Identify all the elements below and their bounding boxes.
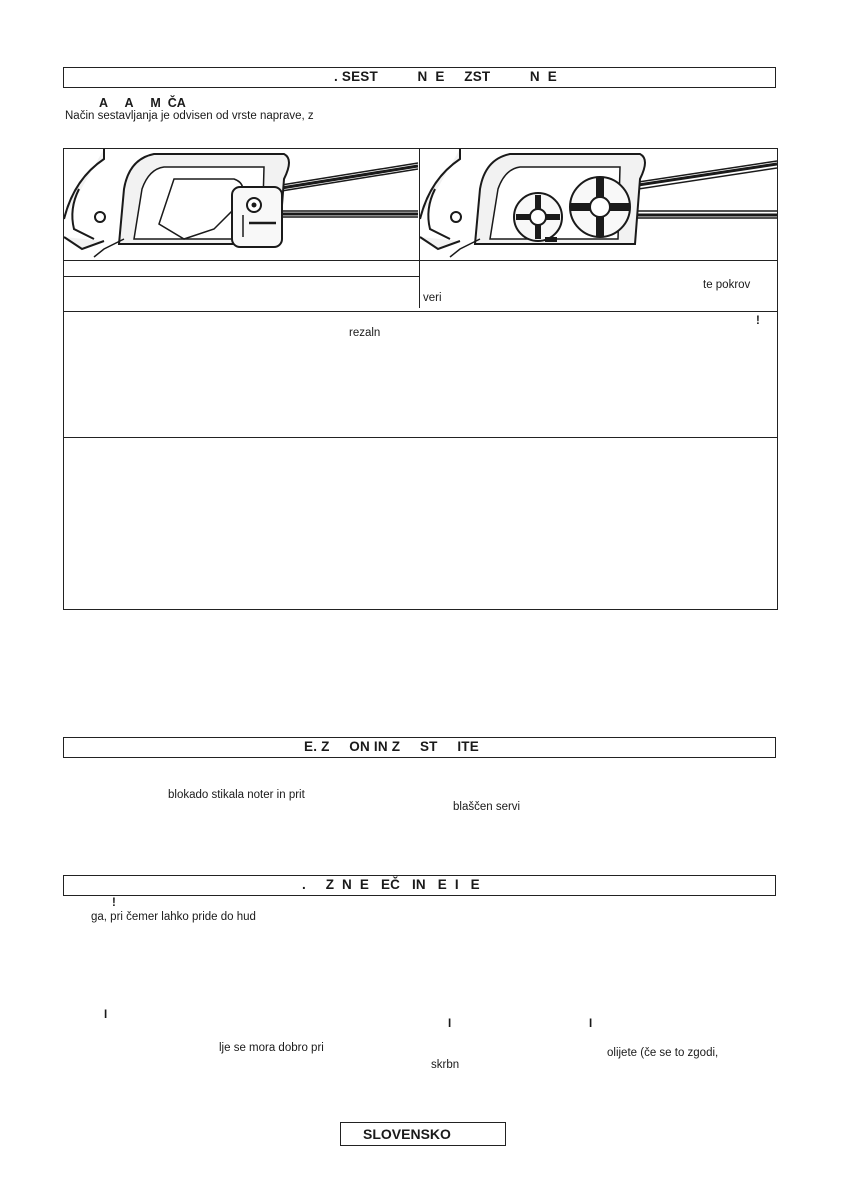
- section-f-bar-1: I: [104, 1009, 108, 1021]
- section-f-exclaim: !: [112, 897, 116, 909]
- section-c-header: [63, 67, 776, 88]
- right-caption-line-1: te pokrov: [703, 279, 751, 291]
- section-c-title: . SEST N E ZST N E: [334, 69, 557, 84]
- warning-fragment: rezaln: [349, 327, 381, 339]
- section-e-line-1: blokado stikala noter in prit: [168, 789, 305, 801]
- section-f-bar-3: I: [589, 1018, 593, 1030]
- section-f-line-4: skrbn: [431, 1059, 460, 1071]
- right-caption-line-2: veri: [423, 292, 442, 304]
- warning-exclaim: !: [756, 315, 760, 327]
- assembly-subheading: A A M ČA: [99, 96, 186, 110]
- intro-text: Način sestavljanja je odvisen od vrste naprave, z: [65, 110, 314, 122]
- section-f-line-1: ga, pri čemer lahko pride do hud: [91, 911, 256, 923]
- figure-row-rule-1: [63, 260, 778, 261]
- figure-row-rule-4: [63, 437, 778, 438]
- chainsaw-cover-illustration-right: [420, 149, 777, 259]
- figure-row-rule-2: [63, 276, 419, 277]
- section-f-line-3: olijete (če se to zgodi,: [607, 1047, 719, 1059]
- figure-row-rule-3: [63, 311, 778, 312]
- section-f-line-2: lje se mora dobro pri: [219, 1042, 324, 1054]
- language-footer: [340, 1122, 506, 1146]
- section-e-line-2: blaščen servi: [453, 801, 521, 813]
- language-label: SLOVENSKO: [363, 1126, 451, 1142]
- section-e-title: E. Z ON IN Z ST ITE: [304, 739, 479, 754]
- section-e-header: [63, 737, 776, 758]
- section-f-bar-2: I: [448, 1018, 452, 1030]
- chainsaw-cover-illustration-left: [64, 149, 418, 259]
- section-f-title: . Z N E EČ IN E I E: [302, 877, 480, 892]
- section-f-header: [63, 875, 776, 896]
